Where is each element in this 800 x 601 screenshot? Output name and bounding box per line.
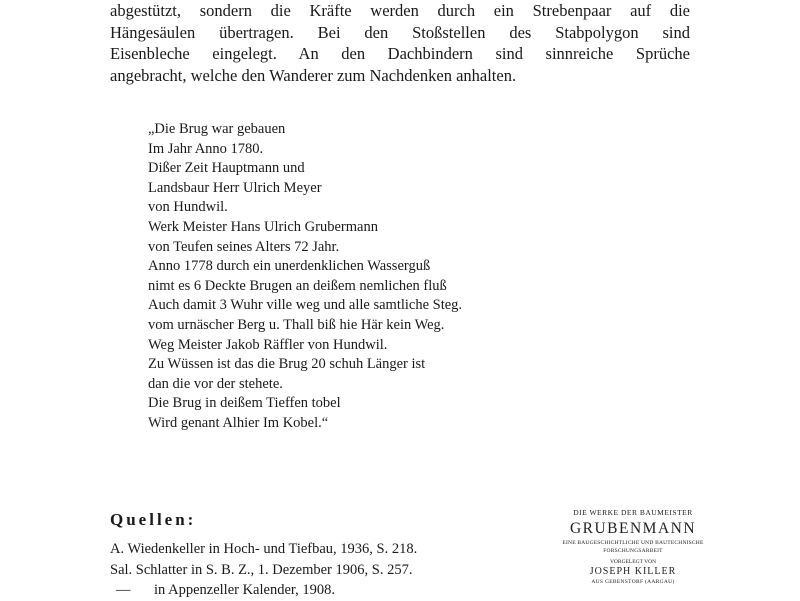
intro-line: Eisenbleche eingelegt. An den Dachbindern sind sinnreiche Sprüche — [110, 44, 690, 63]
book-title-block — [555, 508, 711, 586]
intro-paragraph — [110, 0, 690, 86]
source-dash: — — [116, 582, 131, 598]
inscription-line: Landsbaur Herr Ulrich Meyer — [148, 179, 322, 196]
book-subtitle: EINE BAUGESCHICHTLICHE UND BAUTECHNISCHE — [562, 540, 704, 546]
book-series: DIE WERKE DER BAUMEISTER — [573, 508, 693, 517]
sources-list — [110, 539, 417, 601]
inscription-line: Im Jahr Anno 1780. — [148, 140, 264, 157]
inscription-line: Dißer Zeit Hauptmann und — [148, 160, 305, 177]
inscription-line: Die Brug in deißem Tieffen tobel — [148, 395, 341, 412]
book-presented-by: VORGELEGT VON — [609, 559, 657, 565]
source-text: Sal. Schlatter in S. B. Z., 1. Dezember 1906, S. 257. — [110, 561, 413, 578]
source-item — [110, 580, 417, 601]
inscription-line: dan die vor der stehete. — [148, 375, 283, 392]
inscription-line: Wird genant Alhier Im Kobel.“ — [148, 414, 329, 431]
inscription-line: von Teufen seines Alters 72 Jahr. — [148, 238, 340, 255]
inscription-line: nimt es 6 Deckte Brugen an deißem nemlichen fluß — [148, 277, 447, 294]
book-title: GRUBENMANN — [569, 520, 697, 537]
source-item — [110, 539, 417, 560]
book-author: JOSEPH KILLER — [589, 566, 677, 577]
book-author-origin: AUS GEBENSTORF (AARGAU) — [591, 579, 675, 585]
intro-line: abgestützt, sondern die Kräfte werden durch ein Strebenpaar auf die — [110, 1, 690, 20]
inscription-line: Werk Meister Hans Ulrich Grubermann — [148, 218, 378, 235]
inscription-line: vom urnäscher Berg u. Thall biß hie Här kein Weg. — [148, 316, 445, 333]
intro-line: Hängesäulen übertragen. Bei den Stoßstellen des Stabpolygon sind — [110, 22, 690, 42]
intro-line: angebracht, welche den Wanderer zum Nachdenken anhalten. — [110, 65, 517, 85]
sources-heading: Quellen: — [110, 510, 197, 529]
inscription-line: Zu Wüssen ist das die Brug 20 schuh Länger ist — [148, 356, 426, 373]
inscription-line: Anno 1778 durch ein unerdenklichen Wasserguß — [148, 258, 431, 275]
source-text: A. Wiedenkeller in Hoch- und Tiefbau, 1936, S. 218. — [110, 541, 418, 557]
inscription-line: Weg Meister Jakob Räffler von Hundwil. — [148, 336, 388, 353]
source-text: in Appenzeller Kalender, 1908. — [154, 582, 336, 598]
inscription-line: von Hundwil. — [148, 199, 228, 216]
inscription-line: „Die Brug war gebauen — [148, 121, 286, 137]
book-subtitle: FORSCHUNGSARBEIT — [603, 548, 663, 554]
source-item — [110, 560, 417, 581]
inscription-quote — [148, 120, 462, 434]
inscription-line: Auch damit 3 Wuhr ville weg und alle samtliche Steg. — [148, 297, 463, 314]
